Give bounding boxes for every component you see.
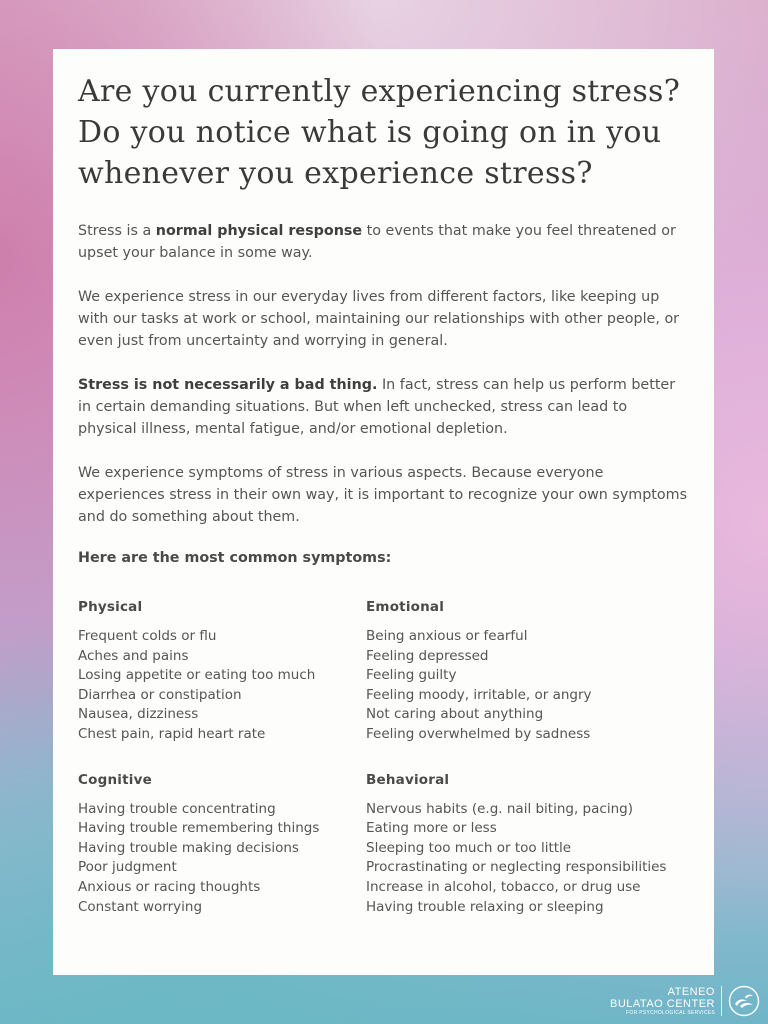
symptom-list (78, 627, 366, 745)
list-item: Anxious or racing thoughts (78, 878, 261, 895)
bird-wave-logo-icon (728, 985, 760, 1017)
list-item: Losing appetite or eating too much (78, 667, 316, 684)
symptom-list (366, 800, 686, 918)
list-item: Poor judgment (78, 859, 177, 876)
logo-line-2: BULATAO CENTER (610, 998, 715, 1010)
section-heading: Cognitive (78, 771, 152, 788)
intro-paragraph-1 (78, 220, 690, 264)
list-item: Not caring about anything (366, 706, 544, 723)
list-item: Chest pain, rapid heart rate (78, 725, 266, 742)
list-item: Having trouble making decisions (78, 839, 299, 856)
list-item: Feeling depressed (366, 647, 489, 664)
text-span: Stress is a (78, 223, 156, 239)
list-item: Sleeping too much or too little (366, 839, 572, 856)
logo-line-1: ATENEO (667, 986, 715, 998)
list-item: Nervous habits (e.g. nail biting, pacing) (366, 800, 633, 817)
list-item: Having trouble relaxing or sleeping (366, 898, 604, 915)
text-span: to events that make you feel threatened or upset your balance in some way. (78, 223, 676, 261)
physical-section (78, 599, 366, 745)
section-heading: Emotional (366, 599, 445, 615)
symptom-list (366, 627, 686, 745)
list-item: Having trouble concentrating (78, 800, 276, 817)
intro-paragraph-2: We experience stress in our everyday lives from different factors, like keeping up with our tasks at work or school, maintaining our relationships with other people, or even just from uncertainty and worrying in general. (78, 289, 680, 349)
list-item: Increase in alcohol, tobacco, or drug use (366, 878, 641, 895)
list-item: Procrastinating or neglecting responsibilities (366, 859, 667, 876)
list-item: Nausea, dizziness (78, 706, 199, 723)
logo-line-3: FOR PSYCHOLOGICAL SERVICES (626, 1010, 715, 1016)
section-heading: Behavioral (366, 771, 450, 788)
logo-divider (721, 986, 722, 1016)
symptom-list (78, 800, 366, 918)
symptoms-grid (78, 599, 690, 944)
content-card (53, 49, 714, 975)
bulatao-center-logo (610, 985, 760, 1017)
intro-paragraph-3 (78, 374, 690, 440)
list-item: Diarrhea or constipation (78, 686, 242, 703)
section-heading: Physical (78, 599, 143, 615)
list-item: Constant worrying (78, 898, 203, 915)
emotional-section (366, 599, 686, 745)
cognitive-section (78, 772, 366, 918)
list-item: Eating more or less (366, 820, 497, 837)
intro-paragraph-4: We experience symptoms of stress in various aspects. Because everyone experiences stress in their own way, it is important to recognize your own symptoms and do something about them. (78, 465, 688, 525)
text-span: In fact, stress can help us perform better in certain demanding situations. But when left unchecked, stress can lead to physical illness, mental fatigue, and/or emotional depletion. (78, 377, 676, 437)
list-item: Frequent colds or flu (78, 628, 217, 644)
list-item: Feeling moody, irritable, or angry (366, 686, 592, 703)
list-item: Feeling guilty (366, 667, 457, 684)
symptoms-lead: Here are the most common symptoms: (78, 550, 392, 566)
bold-text: Stress is not necessarily a bad thing. (78, 377, 378, 393)
bold-text: normal physical response (155, 223, 363, 239)
logo-text (610, 986, 715, 1016)
list-item: Being anxious or fearful (366, 628, 528, 644)
list-item: Feeling overwhelmed by sadness (366, 725, 591, 742)
page-title: Are you currently experiencing stress? Do you notice what is going on in you whenever you experience stress? (78, 74, 681, 191)
list-item: Aches and pains (78, 647, 189, 664)
behavioral-section (366, 772, 686, 918)
list-item: Having trouble remembering things (78, 820, 320, 837)
